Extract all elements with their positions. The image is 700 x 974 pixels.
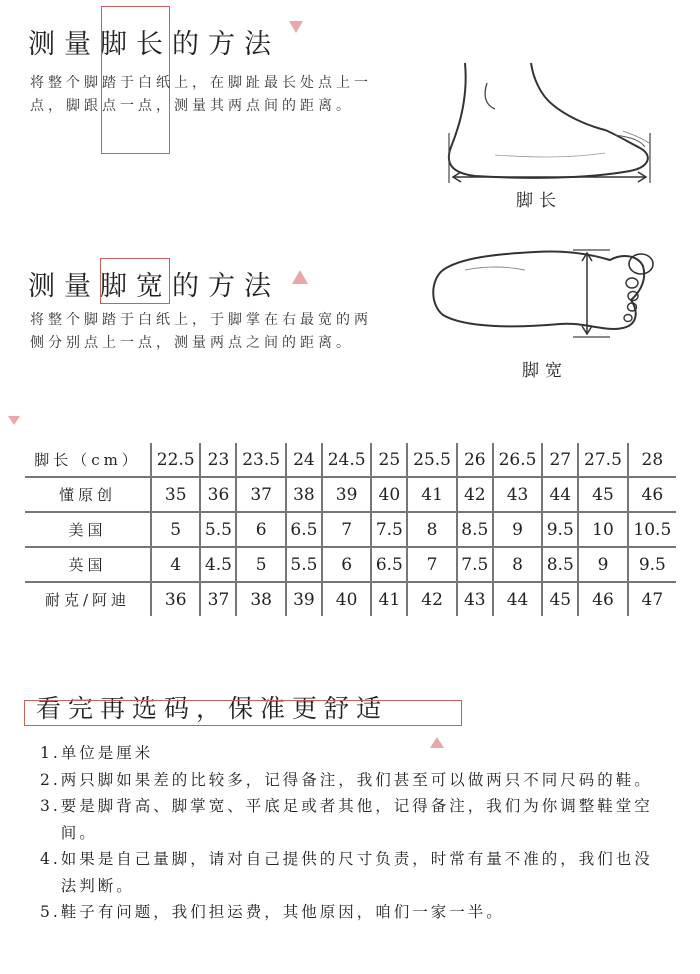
- table-cell: 37: [200, 582, 236, 616]
- table-cell: 6: [236, 512, 285, 547]
- note-number: 1.: [40, 744, 61, 762]
- table-cell: 9: [493, 512, 542, 547]
- row-label: 懂原创: [25, 477, 151, 512]
- width-heading-keyword: 脚宽: [100, 271, 172, 302]
- table-cell: 8.5: [457, 512, 493, 547]
- table-cell: 27.5: [578, 443, 627, 477]
- note-number: 3.: [40, 797, 61, 815]
- pink-triangle-down-small-icon: [8, 416, 20, 425]
- note-text: 两只脚如果差的比较多，记得备注，我们甚至可以做两只不同尺码的鞋。: [60, 770, 653, 789]
- table-cell: 35: [151, 477, 200, 512]
- notes-heading: 看完再选码，保准更舒适: [36, 694, 389, 723]
- foot-top-view-illustration: [425, 240, 670, 345]
- table-cell: 9: [578, 547, 627, 582]
- width-heading-post: 的方法: [172, 271, 280, 302]
- table-cell: 47: [641, 589, 664, 610]
- table-cell: 23.5: [236, 443, 285, 477]
- notes-list: [40, 740, 660, 926]
- table-cell: 39: [286, 582, 322, 616]
- table-cell: 42: [457, 477, 493, 512]
- table-cell: 39: [322, 477, 371, 512]
- table-cell: 6: [322, 547, 371, 582]
- note-item: [40, 767, 660, 794]
- table-cell: 5: [236, 547, 285, 582]
- notes-heading-box: [24, 700, 462, 726]
- table-cell: 37: [236, 477, 285, 512]
- width-highlight-box: [100, 258, 170, 304]
- table-cell: 44: [493, 582, 542, 616]
- note-item: [40, 846, 660, 899]
- table-cell: 44: [542, 477, 578, 512]
- table-cell: 27: [542, 443, 578, 477]
- table-row: [25, 512, 676, 547]
- table-cell: 38: [286, 477, 322, 512]
- note-text: 单位是厘米: [60, 744, 154, 762]
- note-number: 5.: [40, 903, 61, 921]
- table-cell: 5: [151, 512, 200, 547]
- table-cell: 36: [151, 582, 200, 616]
- table-cell: 46: [628, 477, 676, 512]
- table-row: [25, 582, 676, 616]
- table-row: [25, 547, 676, 582]
- width-heading-pre: 测量: [28, 271, 100, 302]
- table-cell: 22.5: [151, 443, 200, 477]
- table-cell: 4.5: [200, 547, 236, 582]
- table-cell: 7.5: [457, 547, 493, 582]
- table-cell: 26.5: [493, 443, 542, 477]
- table-cell: 10.5: [628, 512, 676, 547]
- length-heading-post: 的方法: [172, 29, 280, 60]
- table-cell: 23: [200, 443, 236, 477]
- table-cell: 40: [371, 477, 407, 512]
- table-row: [25, 443, 676, 477]
- table-cell: 24: [286, 443, 322, 477]
- note-text: 鞋子有问题，我们担运费，其他原因，咱们一家一半。: [60, 903, 505, 921]
- table-cell: 7.5: [371, 512, 407, 547]
- pink-triangle-up-icon: [292, 270, 308, 284]
- foot-length-caption: 脚长: [516, 191, 562, 211]
- note-item: [40, 793, 660, 846]
- foot-width-caption: 脚宽: [522, 361, 568, 381]
- note-text: 要是脚背高、脚掌宽、平底足或者其他，记得备注，我们为你调整鞋堂空间。: [60, 797, 653, 842]
- note-text: 如果是自己量脚，请对自己提供的尺寸负责，时常有量不准的，我们也没法判断。: [60, 850, 653, 895]
- table-row: [25, 477, 676, 512]
- table-cell: 45: [542, 582, 578, 616]
- row-label: 英国: [25, 547, 151, 582]
- length-heading-pre: 测量: [28, 29, 100, 60]
- note-number: 2.: [40, 770, 61, 789]
- table-cell: 28: [628, 443, 676, 477]
- table-cell: 9.5: [628, 547, 676, 582]
- foot-side-view-illustration: [435, 55, 665, 190]
- pink-triangle-down-icon: [289, 21, 303, 33]
- table-cell: 7: [407, 547, 456, 582]
- table-cell: 4: [151, 547, 200, 582]
- table-cell: 24.5: [322, 443, 371, 477]
- table-cell: 6.5: [371, 547, 407, 582]
- table-cell: 5.5: [200, 512, 236, 547]
- table-cell: 41: [371, 582, 407, 616]
- table-cell: 42: [407, 582, 456, 616]
- row-label: 脚长（cm）: [25, 443, 151, 477]
- table-cell: 25.5: [407, 443, 456, 477]
- table-cell: 5.5: [286, 547, 322, 582]
- row-label: 美国: [25, 512, 151, 547]
- table-cell: 25: [371, 443, 407, 477]
- table-cell: 9.5: [542, 512, 578, 547]
- table-cell: 43: [457, 582, 493, 616]
- note-number: 4.: [40, 850, 61, 868]
- table-cell: 10: [578, 512, 627, 547]
- width-instructions: 将整个脚踏于白纸上，于脚掌在右最宽的两侧分别点上一点，测量两点之间的距离。: [30, 312, 372, 351]
- note-item: [40, 740, 660, 767]
- length-instructions: 将整个脚踏于白纸上，在脚趾最长处点上一点，脚跟点一点，测量其两点间的距离。: [30, 75, 372, 114]
- table-cell: 26: [457, 443, 493, 477]
- table-cell: 7: [322, 512, 371, 547]
- table-cell: 6.5: [286, 512, 322, 547]
- table-cell: 8: [407, 512, 456, 547]
- length-heading-keyword: 脚长: [100, 29, 172, 60]
- table-cell: 41: [407, 477, 456, 512]
- table-cell: 40: [322, 582, 371, 616]
- table-cell: 38: [236, 582, 285, 616]
- table-cell: 46: [578, 582, 627, 616]
- table-cell: 43: [493, 477, 542, 512]
- row-label: 耐克/阿迪: [25, 582, 151, 616]
- table-cell: 8: [493, 547, 542, 582]
- size-conversion-table: [25, 443, 676, 616]
- table-cell: 45: [578, 477, 627, 512]
- note-item: [40, 899, 660, 926]
- table-cell: 8.5: [542, 547, 578, 582]
- table-cell: 36: [200, 477, 236, 512]
